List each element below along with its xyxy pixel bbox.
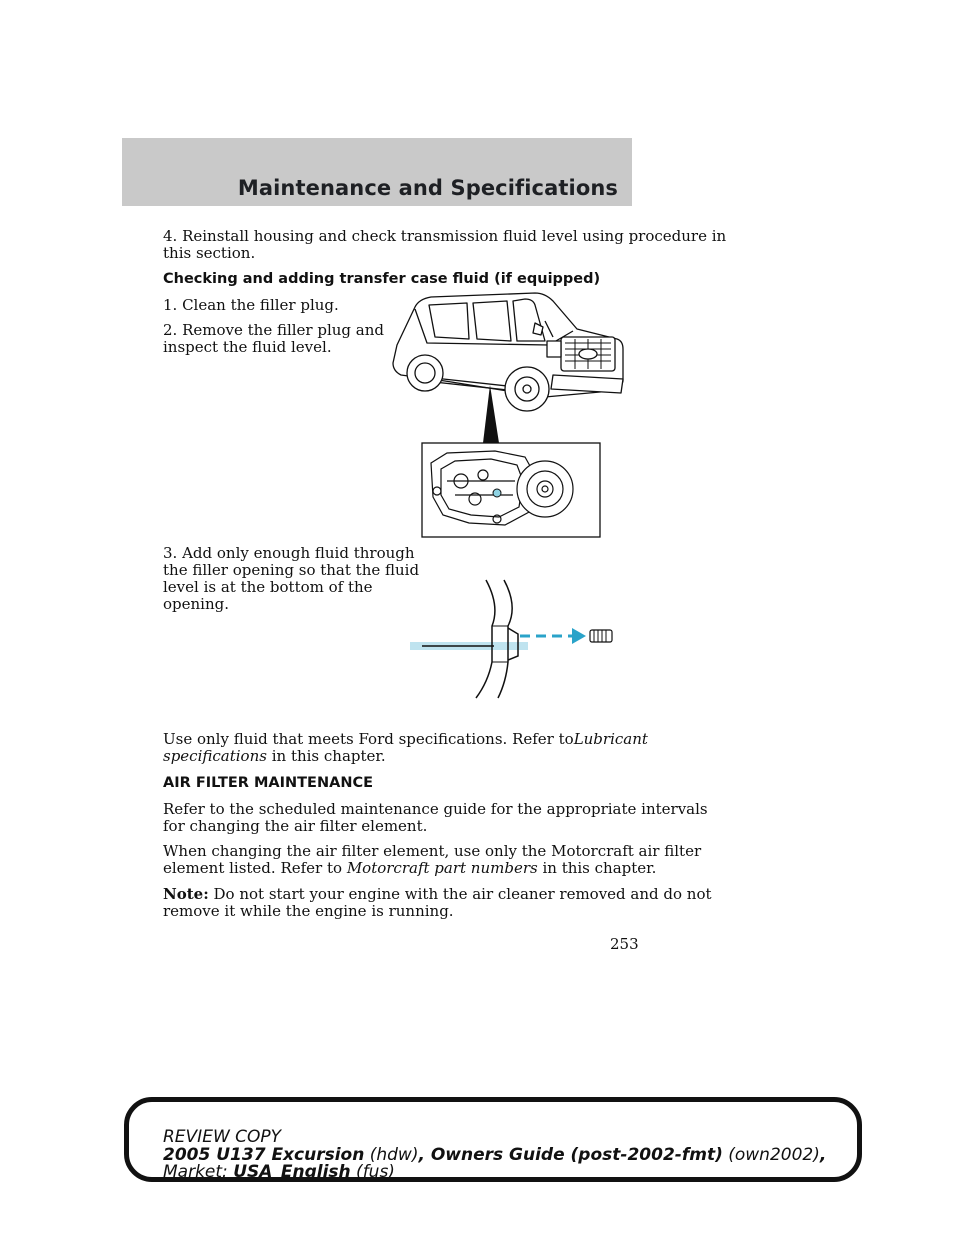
- market-value: USA_English: [233, 1162, 351, 1182]
- air-filter-p1-line1: Refer to the scheduled maintenance guide for the appropriate intervals: [163, 800, 708, 818]
- specifications-ref: specifications: [163, 747, 267, 765]
- transfer-step1: 1. Clean the filler plug.: [163, 296, 339, 314]
- footer-comma: ,: [819, 1145, 827, 1165]
- step4-line1: 4. Reinstall housing and check transmission fluid level using procedure in: [163, 227, 727, 245]
- fluid-level-diagram: [408, 578, 628, 703]
- lubricant-ref: Lubricant: [573, 730, 648, 748]
- footer-review-copy: [163, 1127, 281, 1147]
- note-line1: [163, 886, 712, 903]
- step4-line2: this section.: [163, 244, 256, 262]
- note-label: Note:: [163, 885, 209, 903]
- header-band: [122, 138, 632, 206]
- transfer-step3-line4: opening.: [163, 595, 229, 613]
- note-text: Do not start your engine with the air cleaner removed and do not: [208, 885, 712, 903]
- transfer-step2-line2: inspect the fluid level.: [163, 338, 332, 356]
- p2-text-c: in this chapter.: [537, 859, 657, 877]
- guide-code: (own2002): [722, 1145, 820, 1165]
- air-filter-p2-line2: [163, 860, 656, 877]
- air-filter-p2-line1: When changing the air filter element, use only the Motorcraft air filter: [163, 842, 702, 860]
- market-label: Market:: [163, 1162, 234, 1182]
- spec-line2-text: in this chapter.: [266, 747, 386, 765]
- transfer-step3-line2: the filler opening so that the fluid: [163, 561, 420, 579]
- page-number: 253: [610, 935, 639, 953]
- air-filter-p1-line2: for changing the air filter element.: [163, 817, 428, 835]
- guide-name: , Owners Guide (post-2002-fmt): [418, 1145, 723, 1165]
- spec-line1: [163, 731, 648, 748]
- transfer-step2-line1: 2. Remove the filler plug and: [163, 321, 385, 339]
- air-filter-heading: AIR FILTER MAINTENANCE: [163, 775, 373, 791]
- spec-line2: [163, 748, 386, 765]
- vehicle-code: (hdw): [364, 1145, 419, 1165]
- p2-text-a: element listed. Refer to: [163, 859, 347, 877]
- truck-transfer-case-figure: [385, 285, 635, 540]
- review-copy-label: REVIEW COPY: [163, 1127, 282, 1147]
- footer-market-line: [163, 1162, 395, 1182]
- page-title: Maintenance and Specifications: [237, 176, 618, 200]
- vehicle-name: 2005 U137 Excursion: [163, 1145, 365, 1165]
- spec-line1-text: Use only fluid that meets Ford specifications. Refer to: [163, 730, 574, 748]
- transfer-heading: Checking and adding transfer case fluid (if equipped): [163, 271, 601, 287]
- motorcraft-ref: Motorcraft part numbers: [346, 859, 538, 877]
- transfer-step3-line3: level is at the bottom of the: [163, 578, 373, 596]
- market-code: (fus): [350, 1162, 395, 1182]
- note-line2: remove it while the engine is running.: [163, 902, 454, 920]
- transfer-step3-line1: 3. Add only enough fluid through: [163, 544, 415, 562]
